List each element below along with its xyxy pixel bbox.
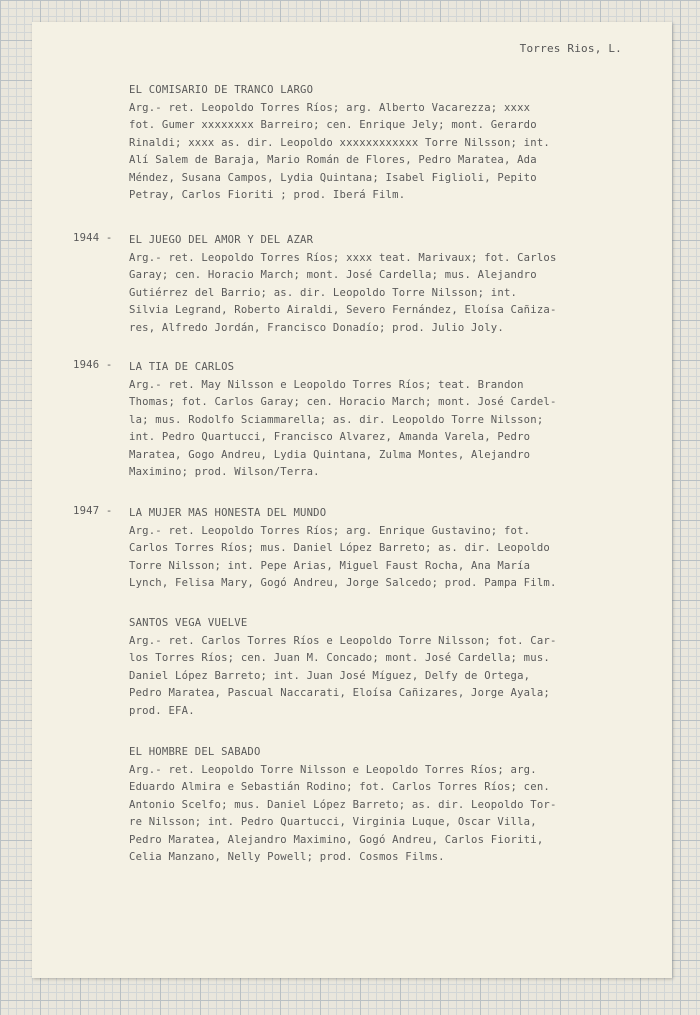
film-title: LA TIA DE CARLOS: [129, 361, 235, 373]
credit-line: re Nilsson; int. Pedro Quartucci, Virginia Luque, Oscar Villa,: [129, 816, 537, 828]
credit-line: Lynch, Felisa Mary, Gogó Andreu, Jorge Salcedo; prod. Pampa Film.: [129, 577, 557, 589]
film-title: LA MUJER MAS HONESTA DEL MUNDO: [129, 507, 327, 519]
credit-line: la; mus. Rodolfo Sciammarella; as. dir. Leopoldo Torre Nilsson;: [129, 413, 544, 426]
film-entry: [129, 615, 674, 720]
film-entry: [129, 82, 674, 205]
credit-line: Arg.- ret. May Nilsson e Leopoldo Torres Ríos; teat. Brandon: [129, 378, 524, 391]
credit-line: Gutiérrez del Barrio; as. dir. Leopoldo Torre Nilsson; int.: [129, 286, 518, 299]
credit-line: Silvia Legrand, Roberto Airaldi, Severo Fernández, Eloísa Cañiza-: [129, 304, 557, 316]
credit-line: Alí Salem de Baraja, Mario Román de Flores, Pedro Maratea, Ada: [129, 154, 537, 166]
credit-line: Daniel López Barreto; int. Juan José Míguez, Delfy de Ortega,: [129, 669, 531, 682]
credit-line: Celia Manzano, Nelly Powell; prod. Cosmos Films.: [129, 851, 445, 863]
credit-line: Arg.- ret. Leopoldo Torres Ríos; xxxx teat. Marivaux; fot. Carlos: [129, 251, 557, 264]
credit-line: los Torres Ríos; cen. Juan M. Concado; mont. José Cardella; mus.: [129, 652, 550, 664]
credit-line: Arg.- ret. Leopoldo Torre Nilsson e Leopoldo Torres Ríos; arg.: [129, 763, 537, 776]
credit-line: Garay; cen. Horacio March; mont. José Cardella; mus. Alejandro: [129, 269, 537, 281]
credit-line: Maratea, Gogo Andreu, Lydia Quintana, Zulma Montes, Alejandro: [129, 448, 531, 461]
credit-line: Pedro Maratea, Alejandro Maximino, Gogó Andreu, Carlos Fioriti,: [129, 833, 544, 846]
credit-line: Arg.- ret. Leopoldo Torres Ríos; arg. Alberto Vacarezza; xxxx: [129, 101, 531, 114]
film-entry: [73, 359, 674, 482]
credit-line: Antonio Scelfo; mus. Daniel López Barreto; as. dir. Leopoldo Tor-: [129, 798, 557, 811]
credit-line: Arg.- ret. Carlos Torres Ríos e Leopoldo Torre Nilsson; fot. Car-: [129, 634, 557, 647]
credit-line: Pedro Maratea, Pascual Naccarati, Eloísa Cañizares, Jorge Ayala;: [129, 687, 550, 699]
credit-line: Maximino; prod. Wilson/Terra.: [129, 466, 320, 478]
film-entry: [73, 505, 674, 593]
credit-line: res, Alfredo Jordán, Francisco Donadío; prod. Julio Joly.: [129, 321, 504, 334]
credit-line: Arg.- ret. Leopoldo Torres Ríos; arg. Enrique Gustavino; fot.: [129, 524, 531, 537]
film-title: EL HOMBRE DEL SABADO: [129, 746, 261, 758]
author-reference: Torres Rios, L.: [519, 42, 622, 55]
film-year: 1947 -: [73, 505, 113, 517]
film-year: 1946 -: [73, 359, 113, 371]
credit-line: Méndez, Susana Campos, Lydia Quintana; Isabel Figlioli, Pepito: [129, 171, 537, 184]
credit-line: prod. EFA.: [129, 704, 195, 717]
film-title: EL JUEGO DEL AMOR Y DEL AZAR: [129, 234, 314, 246]
credit-line: Carlos Torres Ríos; mus. Daniel López Barreto; as. dir. Leopoldo: [129, 542, 550, 554]
film-title: EL COMISARIO DE TRANCO LARGO: [129, 84, 314, 96]
credit-line: Eduardo Almira e Sebastián Rodino; fot. Carlos Torres Ríos; cen.: [129, 781, 550, 793]
credit-line: Petray, Carlos Fioriti ; prod. Iberá Film.: [129, 189, 406, 201]
film-entry: [129, 744, 674, 867]
credit-line: fot. Gumer xxxxxxxx Barreiro; cen. Enrique Jely; mont. Gerardo: [129, 119, 537, 131]
film-entry: [73, 232, 674, 337]
film-year: 1944 -: [73, 232, 113, 244]
credit-line: Torre Nilsson; int. Pepe Arias, Miguel Faust Rocha, Ana María: [129, 559, 531, 572]
film-title: SANTOS VEGA VUELVE: [129, 617, 248, 629]
credit-line: Thomas; fot. Carlos Garay; cen. Horacio March; mont. José Cardel-: [129, 396, 557, 408]
credit-line: int. Pedro Quartucci, Francisco Alvarez, Amanda Varela, Pedro: [129, 431, 531, 443]
typed-page: [32, 22, 672, 978]
credit-line: Rinaldi; xxxx as. dir. Leopoldo xxxxxxxxxxxx Torre Nilsson; int.: [129, 136, 550, 149]
